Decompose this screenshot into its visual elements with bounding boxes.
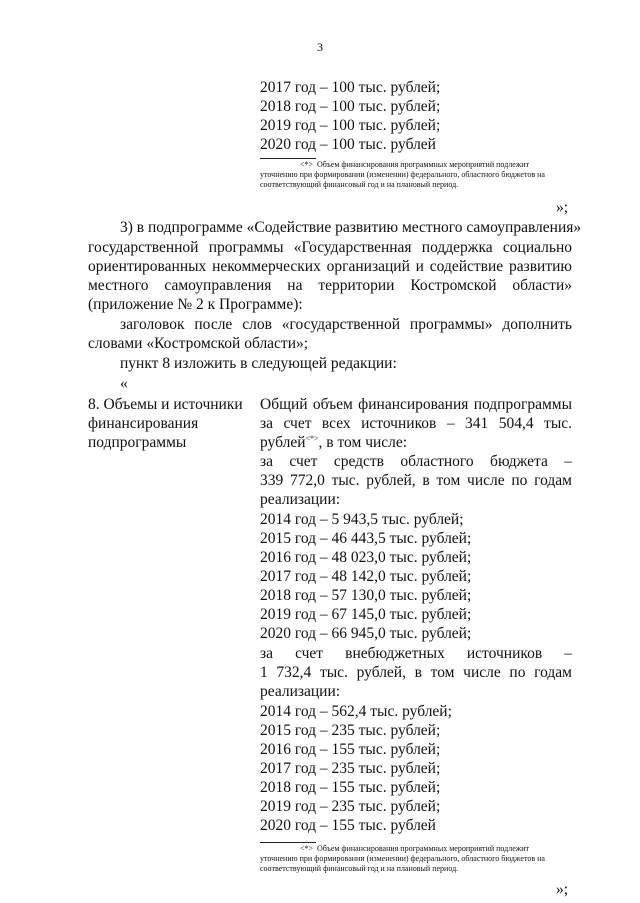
extra-year-line: 2018 год – 155 тыс. рублей; [260, 779, 441, 796]
footnote-mark: <*> [300, 844, 314, 853]
table-right-line: Общий объем финансирования подпрограммы [260, 396, 572, 413]
para3-line: государственной программы «Государственная поддержка социально [88, 239, 572, 256]
top-year-line: 2019 год – 100 тыс. рублей; [260, 117, 441, 134]
table-right-line [260, 433, 407, 452]
table-right-line: за счет всех источников – 341 504,4 тыс. [260, 415, 572, 432]
footnote-line: уточнению при формировании (изменении) федерального, областного бюджетов на [260, 854, 545, 863]
table-right-line: реализации: [260, 491, 341, 508]
heading-line: заголовок после слов «государственной программы» дополнить [120, 316, 572, 333]
regional-year-line: 2014 год – 5 943,5 тыс. рублей; [260, 511, 464, 528]
page-number: 3 [317, 40, 323, 54]
footnote-line: соответствующий финансовый год и на плановый период. [260, 864, 459, 873]
footnote-line [300, 844, 529, 854]
top-year-line: 2020 год – 100 тыс. рублей [260, 136, 436, 153]
table-left-line: подпрограммы [88, 434, 187, 451]
table-left-line: финансирования [88, 415, 199, 432]
top-year-line: 2017 год – 100 тыс. рублей; [260, 79, 441, 96]
extra-year-line: 2020 год – 155 тыс. рублей [260, 817, 436, 834]
regional-year-line: 2017 год – 48 142,0 тыс. рублей; [260, 568, 472, 585]
table-right-line: 339 772,0 тыс. рублей, в том числе по годам [260, 472, 572, 489]
heading-line: словами «Костромской области»; [88, 335, 309, 352]
regional-year-line: 2019 год – 67 145,0 тыс. рублей; [260, 606, 472, 623]
in-total-text: , в том числе: [318, 434, 408, 451]
extra-year-line: 2016 год – 155 тыс. рублей; [260, 741, 441, 758]
regional-year-line: 2015 год – 46 443,5 тыс. рублей; [260, 530, 472, 547]
para3-line: ориентированных некоммерческих организаций и содействие развитию [88, 258, 572, 275]
regional-year-line: 2018 год – 57 130,0 тыс. рублей; [260, 587, 472, 604]
closing-quote: »; [556, 199, 569, 216]
footnote-rule [260, 842, 316, 843]
regional-year-line: 2016 год – 48 023,0 тыс. рублей; [260, 549, 472, 566]
para3-line: местного самоуправления на территории Костромской области» [88, 277, 572, 294]
top-year-line: 2018 год – 100 тыс. рублей; [260, 98, 441, 115]
extra-year-line: 2015 год – 235 тыс. рублей; [260, 722, 441, 739]
table-left-line: 8. Объемы и источники [88, 396, 243, 413]
footnote-text: Объем финансирования программных мероприятий подлежит [317, 160, 530, 169]
footnote-ref: <*> [305, 433, 319, 443]
footnote-line [300, 160, 529, 170]
footnote-rule [260, 158, 316, 159]
para3-line: (приложение № 2 к Программе): [88, 296, 303, 313]
extra-year-line: 2017 год – 235 тыс. рублей; [260, 760, 441, 777]
footnote-line: уточнению при формировании (изменении) федерального, областного бюджетов на [260, 170, 545, 179]
footnote-mark: <*> [300, 160, 314, 169]
extra-intro-line: за счет внебюджетных источников – [260, 645, 572, 662]
extra-year-line: 2014 год – 562,4 тыс. рублей; [260, 703, 452, 720]
rubles-word: рублей [260, 434, 306, 451]
regional-year-line: 2020 год – 66 945,0 тыс. рублей; [260, 625, 472, 642]
footnote-text: Объем финансирования программных мероприятий подлежит [317, 844, 530, 853]
table-right-line: за счет средств областного бюджета – [260, 453, 572, 470]
extra-intro-line: 1 732,4 тыс. рублей, в том числе по годам [260, 664, 572, 681]
open-quote: « [120, 375, 128, 392]
extra-intro-line: реализации: [260, 683, 341, 700]
closing-quote: »; [556, 881, 569, 898]
footnote-line: соответствующий финансовый год и на плановый период. [260, 180, 459, 189]
para3-line: 3) в подпрограмме «Содействие развитию местного самоуправления» [120, 219, 582, 236]
extra-year-line: 2019 год – 235 тыс. рублей; [260, 798, 441, 815]
item8-line: пункт 8 изложить в следующей редакции: [120, 355, 397, 372]
